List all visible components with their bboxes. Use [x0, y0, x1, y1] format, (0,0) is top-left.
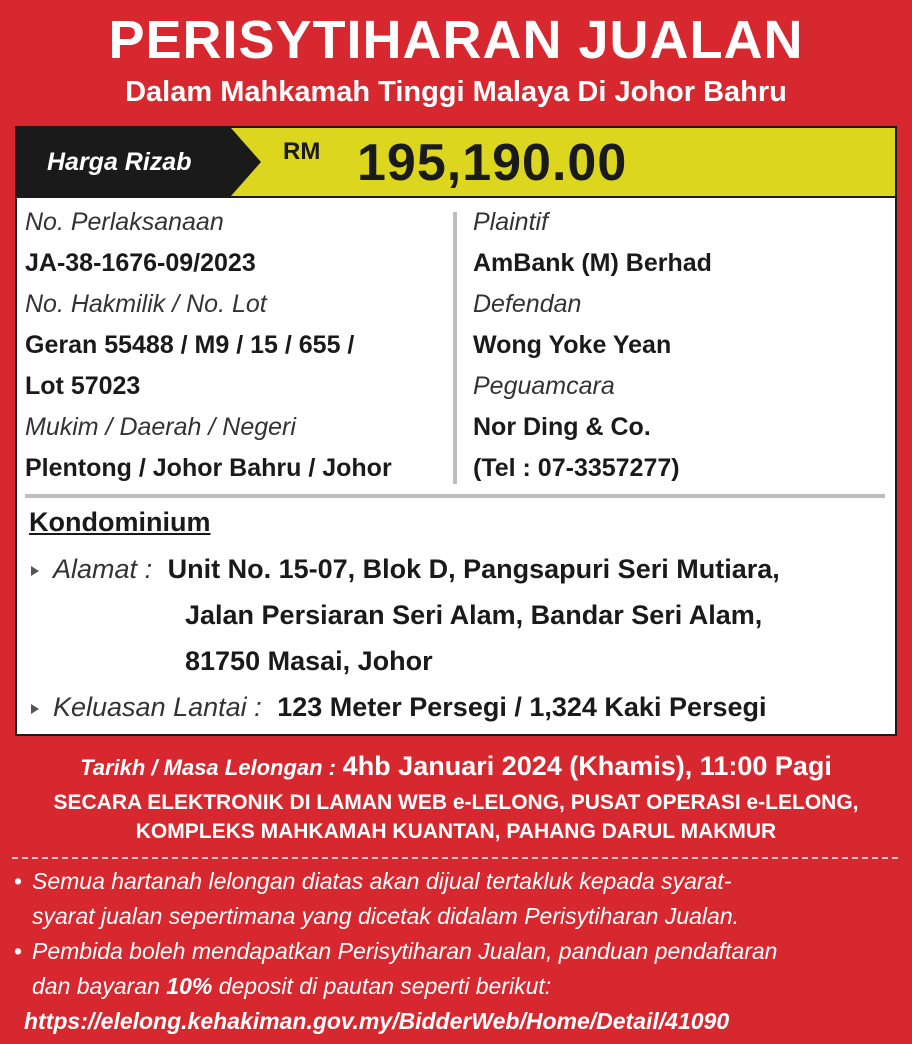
auction-date-label: Tarikh / Masa Lelongan : — [80, 755, 336, 780]
column-divider — [453, 212, 457, 484]
plaintiff-value: AmBank (M) Berhad — [473, 249, 712, 277]
details-card — [15, 126, 897, 736]
auction-venue-line-1: SECARA ELEKTRONIK DI LAMAN WEB e-LELONG, PUSAT OPERASI e-LELONG, — [53, 791, 859, 814]
floor-area-label: Keluasan Lantai — [53, 692, 247, 722]
price-label-box — [17, 128, 263, 196]
note-1 — [14, 864, 904, 934]
floor-area-value: 123 Meter Persegi / 1,324 Kaki Persegi — [277, 692, 767, 722]
address-row — [29, 546, 780, 592]
dashed-divider — [12, 857, 898, 859]
property-type: Kondominium — [29, 507, 211, 537]
notice-title: PERISYTIHARAN JUALAN — [108, 10, 804, 70]
address-line-2-row — [185, 592, 762, 638]
reserve-price-label: Harga Rizab — [47, 148, 192, 176]
address-line-3-row — [185, 638, 433, 684]
bullet-icon: • — [14, 938, 23, 964]
reserve-price-bar — [17, 128, 895, 198]
floor-area-colon: : — [254, 692, 262, 722]
auction-date-value: 4hb Januari 2024 (Khamis), 11:00 Pagi — [342, 751, 832, 781]
defendant-label: Defendan — [473, 290, 582, 318]
execution-no-label: No. Perlaksanaan — [25, 208, 224, 236]
plaintiff-label: Plaintif — [473, 208, 549, 236]
floor-area-row — [29, 684, 767, 730]
note-1-line-1: Semua hartanah lelongan diatas akan dijual tertakluk kepada syarat- — [32, 868, 732, 894]
title-lot-value: Geran 55488 / M9 / 15 / 655 / — [25, 331, 355, 359]
details-right-column — [473, 202, 883, 489]
solicitor-value: Nor Ding & Co. — [473, 413, 651, 441]
address-line-3: 81750 Masai, Johor — [185, 646, 433, 676]
note-2-text-pre: dan bayaran — [32, 973, 167, 999]
lot-value: Lot 57023 — [25, 372, 141, 400]
elelong-link[interactable]: https://elelong.kehakiman.gov.my/BidderWeb/Home/Detail/41090 — [24, 1008, 730, 1034]
solicitor-phone: (Tel : 07-3357277) — [473, 454, 680, 482]
triangle-bullet-icon — [31, 704, 39, 714]
solicitor-label: Peguamcara — [473, 372, 615, 400]
notes-section — [14, 864, 904, 1039]
note-2 — [14, 934, 904, 1004]
reserve-price-amount: 195,190.00 — [357, 134, 628, 192]
notice-subtitle: Dalam Mahkamah Tinggi Malaya Di Johor Bahru — [125, 76, 787, 108]
address-line-1: Unit No. 15-07, Blok D, Pangsapuri Seri Mutiara, — [167, 554, 780, 584]
auction-venue-line-2: KOMPLEKS MAHKAMAH KUANTAN, PAHANG DARUL MAKMUR — [135, 820, 777, 843]
title-lot-label: No. Hakmilik / No. Lot — [25, 290, 267, 318]
note-2-line-1: Pembida boleh mendapatkan Perisytiharan Jualan, panduan pendaftaran — [32, 938, 778, 964]
note-2-line-2 — [32, 969, 904, 1004]
execution-no-value: JA-38-1676-09/2023 — [25, 249, 256, 277]
location-value: Plentong / Johor Bahru / Johor — [25, 454, 392, 482]
address-colon: : — [144, 554, 153, 584]
defendant-value: Wong Yoke Yean — [473, 331, 672, 359]
note-1-line-2: syarat jualan sepertimana yang dicetak didalam Perisytiharan Jualan. — [32, 903, 740, 929]
auction-venue — [0, 788, 912, 846]
section-divider — [25, 494, 885, 498]
note-2-text-post: deposit di pautan seperti berikut: — [212, 973, 552, 999]
address-label: Alamat — [53, 554, 138, 584]
auction-date-line — [0, 748, 912, 786]
currency-label: RM — [283, 138, 321, 165]
details-left-column — [25, 202, 445, 489]
triangle-bullet-icon — [31, 566, 39, 576]
deposit-percent: 10% — [166, 973, 213, 999]
location-label: Mukim / Daerah / Negeri — [25, 413, 296, 441]
address-line-2: Jalan Persiaran Seri Alam, Bandar Seri Alam, — [185, 600, 763, 630]
bullet-icon: • — [14, 868, 23, 894]
